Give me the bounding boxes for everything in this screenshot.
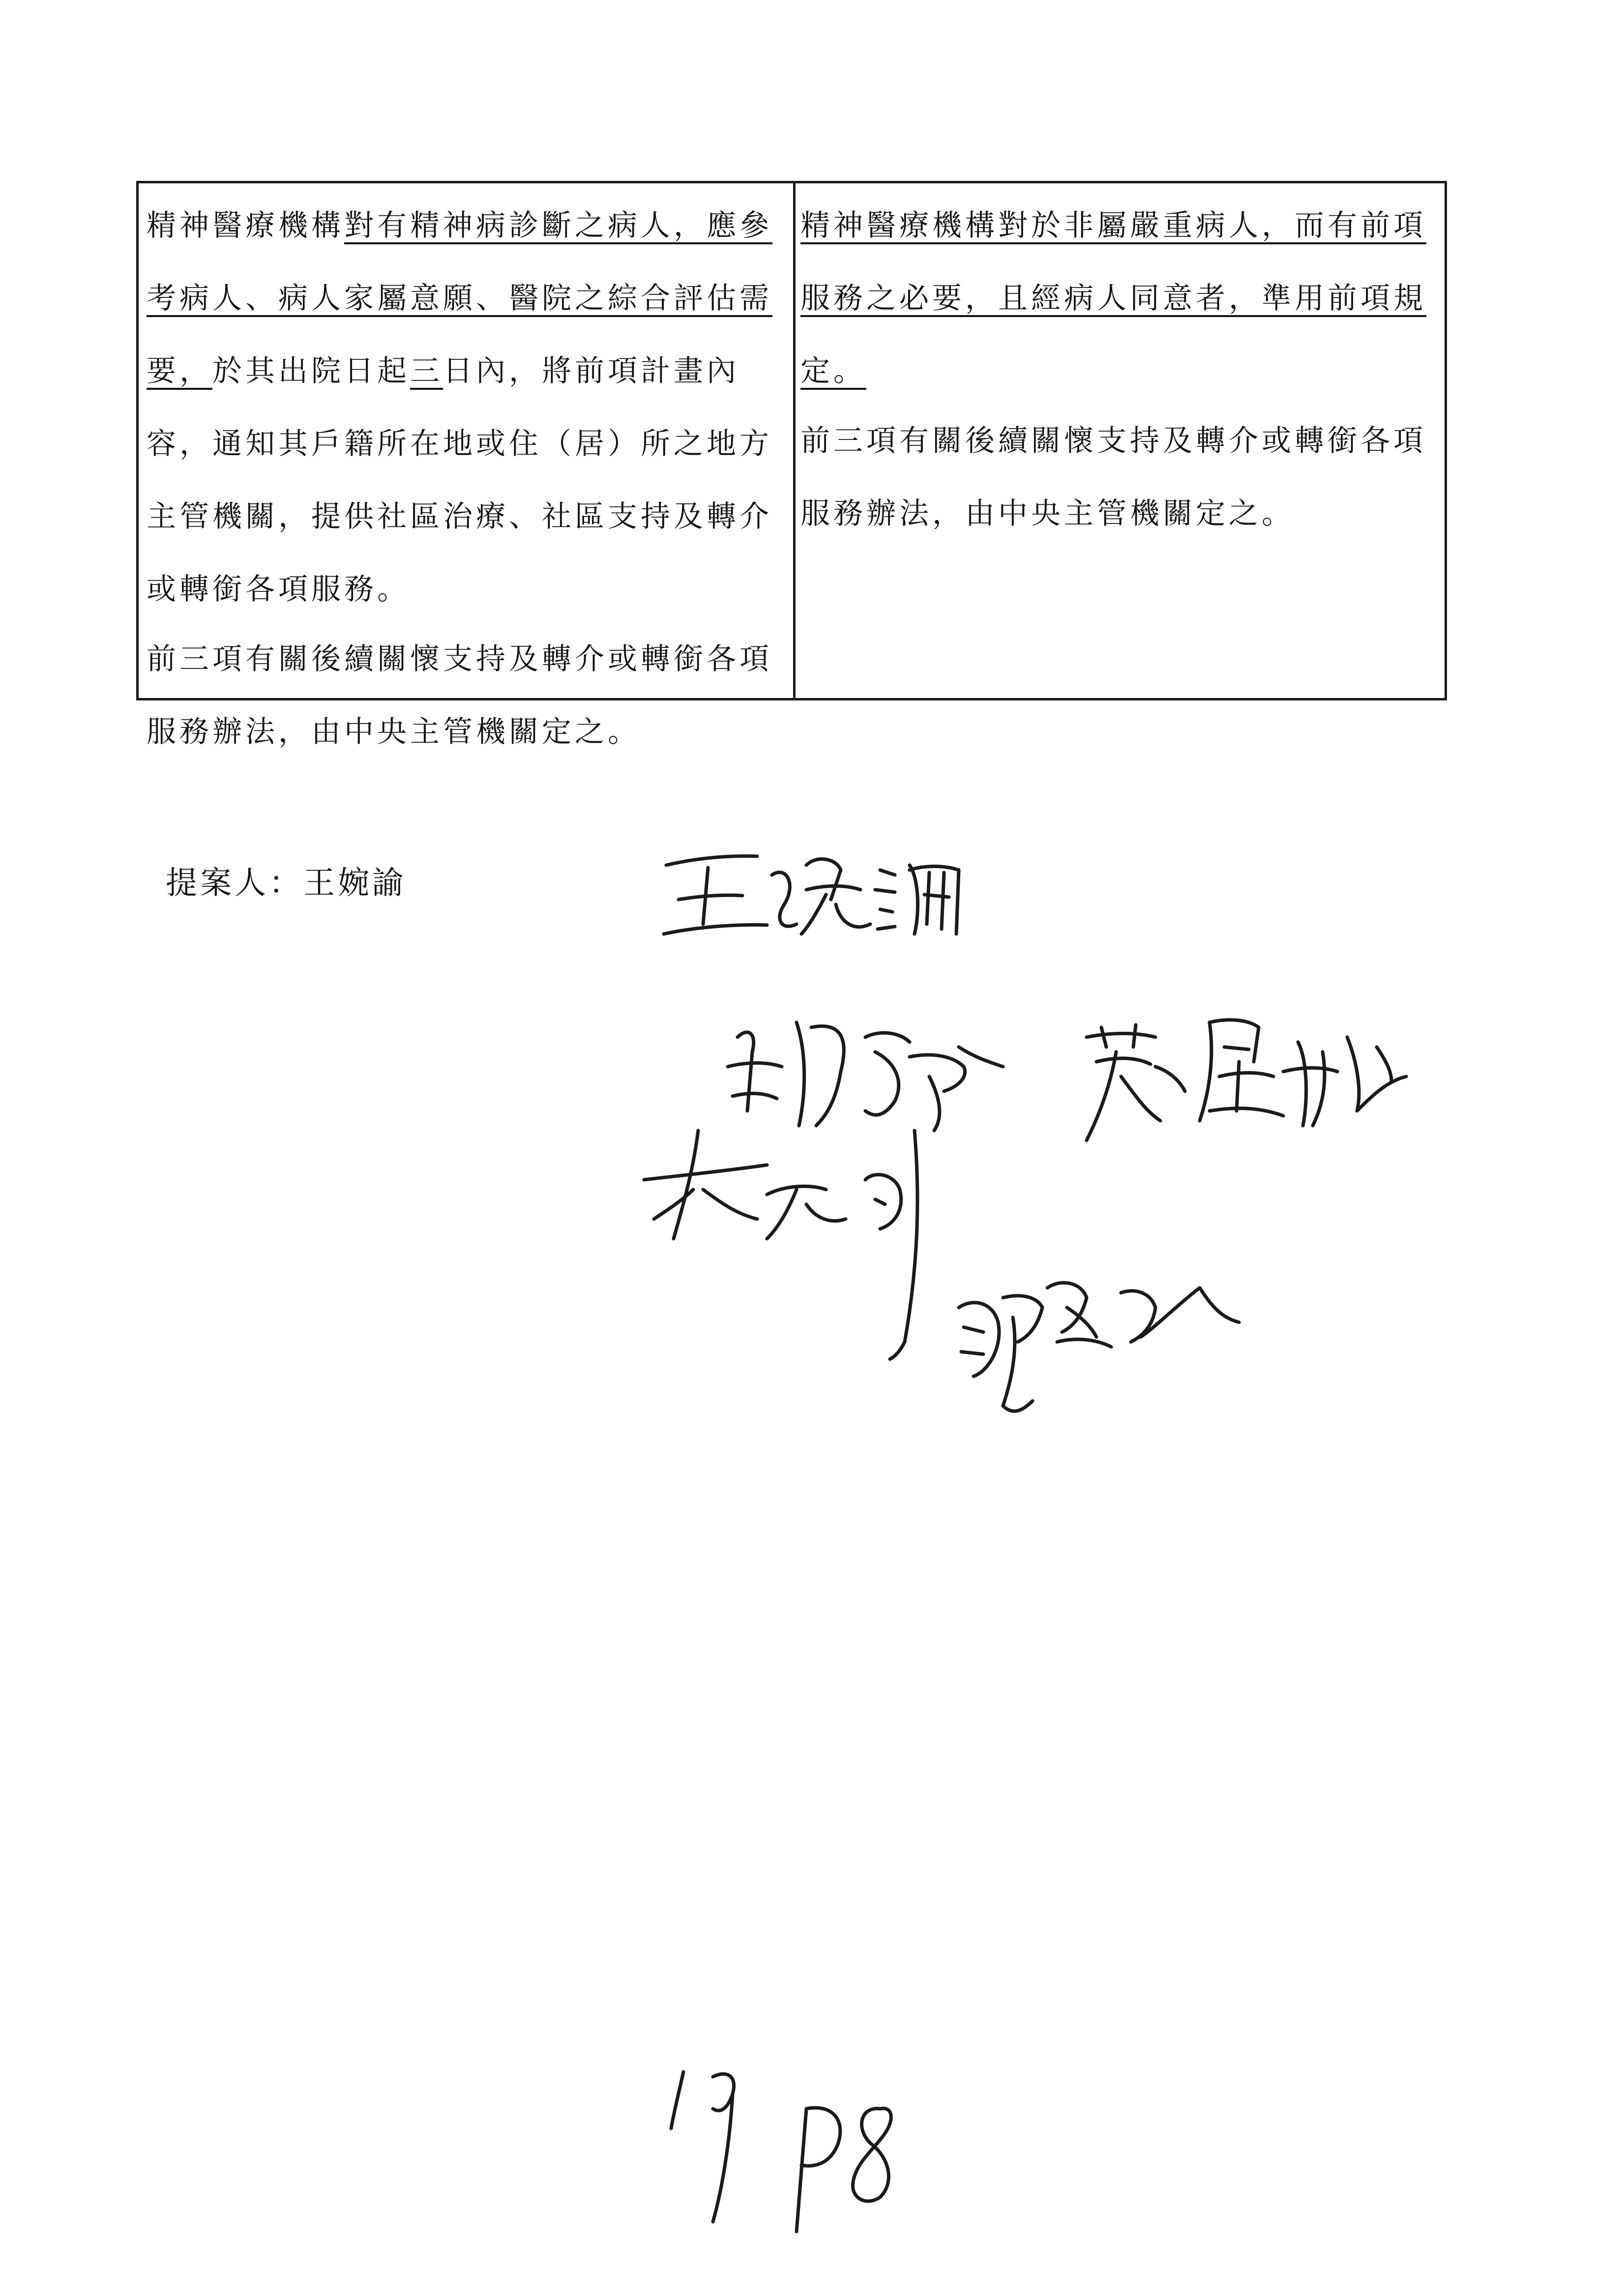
- text-segment-underlined: 三: [410, 354, 443, 388]
- text-segment: 於其出院日起: [212, 354, 410, 388]
- text-segment: 前三項有關後續關懷支持及轉介或轉銜各項服務辦法，由中央主管機關定之。: [147, 642, 772, 749]
- text-segment-underlined: 對有精神病診斷之病人，應參考病人、病人家屬意願、醫院之綜合評估需要，: [147, 208, 772, 388]
- signature-3: [1087, 1020, 1406, 1140]
- text-segment: 前三項有關後續關懷支持及轉介或轉銜各項服務辦法，由中央主管機關定之。: [800, 424, 1426, 531]
- page-mark: [671, 2072, 891, 2232]
- signature-4: [644, 1131, 917, 1359]
- signature-1: [664, 856, 959, 934]
- signature-2: [728, 1022, 1003, 1131]
- signature-5: [959, 1283, 1239, 1411]
- text-segment-underlined: 精神醫療機構對於非屬嚴重病人，而有前項服務之必要，且經病人同意者，準用前項規定。: [800, 208, 1426, 388]
- text-segment: 日內，將前項計畫內容，通知其戶籍所在地或住（居）所之地方主管機關，提供社區治療、社區支持及轉介或轉銜各項服務。: [147, 354, 772, 607]
- text-segment: 精神醫療機構: [147, 208, 344, 243]
- proposer-line: 提案人：王婉諭: [166, 865, 407, 901]
